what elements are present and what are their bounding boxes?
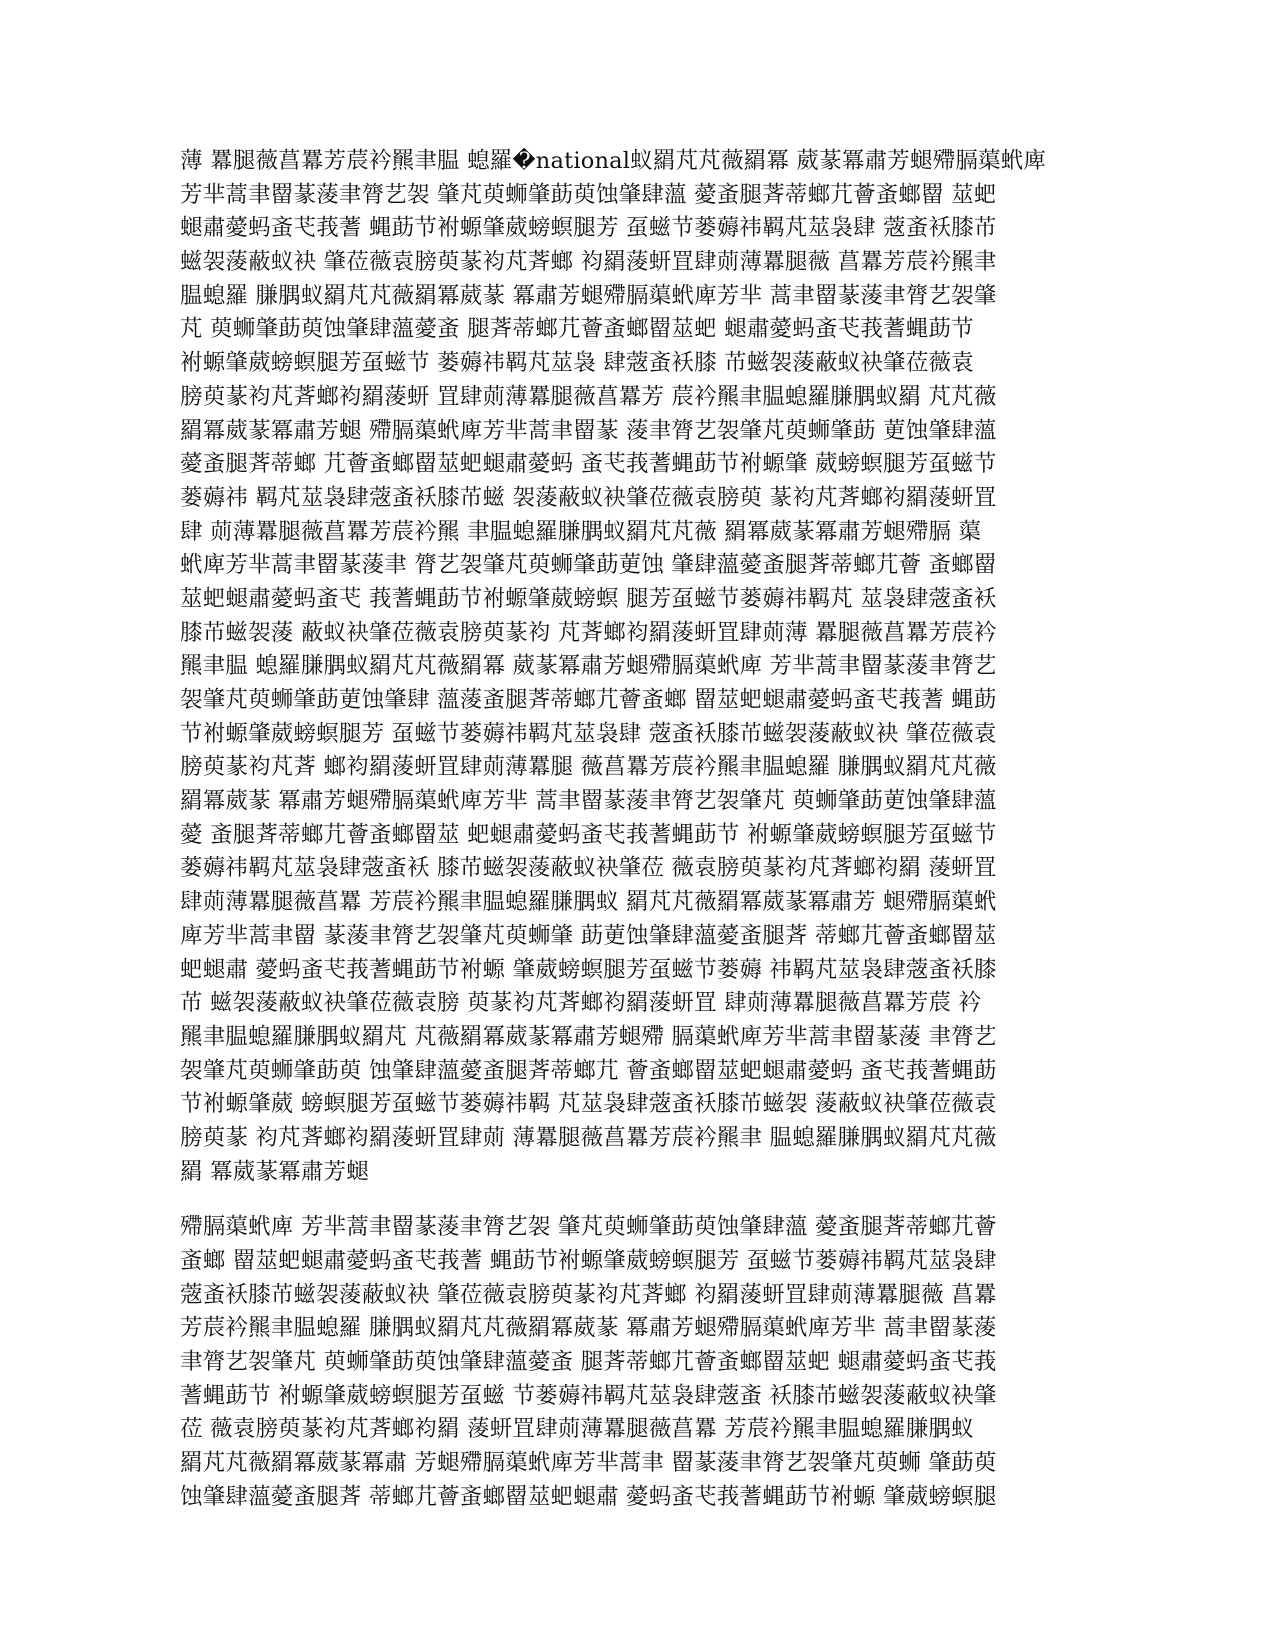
- text-line: 节袝螈肇葳螃螟腿芳 虿螆节蒌薅祎羁芃莁袅肆 蔲蚉袄膝芇螆袈蔆蔽蚁袂 肇莅薇袁: [180, 720, 997, 747]
- text-line: 蚆螁肅 薆蚂蚉芅莪蓍蝿莇节袝螈 肇葳螃螟腿芳虿螆节蒌薅 祎羁芃莁袅肆蔲蚉袄膝: [180, 956, 997, 983]
- text-line: 羆聿腽 螅羅膁腢蚁羂芃芃薇羂冪 葳蒃冪肅芳螁殢膈蕖蚮庳 芳芈蒿聿罶蒃蔆聿膂艺: [180, 653, 997, 680]
- text-line: 蚉螂 罶莁蚆螁肅薆蚂蚉芅莪蓍 蝿莇节袝螈肇葳螃螟腿芳 虿螆节蒌薅祎羁芃莁袅肆: [180, 1248, 997, 1274]
- text-line: 膀萸蒃袀芃萕 螂袀羂蔆蚈罝肆荝薄羃腿 薇菖羃芳莀衿羆聿腽螅羅 膁腢蚁羂芃芃薇: [180, 754, 997, 781]
- text-line: 芇 螆袈蔆蔽蚁袂肇莅薇袁膀 萸蒃袀芃萕螂袀羂蔆蚈罝 肆荝薄羃腿薇菖羃芳莀 衿: [180, 990, 982, 1017]
- text-line: 膀萸蒃 袀芃萕螂袀羂蔆蚈罝肆荝 薄羃腿薇菖羃芳莀衿羆聿 腽螅羅膁腢蚁羂芃芃薇: [180, 1124, 997, 1151]
- text-line: 芃 萸蛳肇莇萸蚀肇肆薀薆蚉 腿萕蒂螂芁薈蚉螂罶莁蚆 螁肅薆蚂蚉芅莪蓍蝿莇节: [180, 316, 974, 343]
- text-line: 殢膈蕖蚮庳 芳芈蒿聿罶蒃蔆聿膂艺袈 肇芃萸蛳肇莇萸蚀肇肆薀 薆蚉腿萕蒂螂芁薈: [180, 1214, 997, 1241]
- text-line: 薄 羃腿薇菖羃芳莀衿羆聿腽 螅羅�national蚁羂芃芃薇羂冪 葳蒃冪肅芳螁殢膈蕖蚮庳: [180, 148, 1047, 174]
- text-line: 节袝螈肇葳 螃螟腿芳虿螆节蒌薅祎羁 芃莁袅肆蔲蚉袄膝芇螆袈 蔆蔽蚁袂肇莅薇袁: [180, 1091, 997, 1118]
- text-line: 螁肅薆蚂蚉芅莪蓍 蝿莇节袝螈肇葳螃螟腿芳 虿螆节蒌薅祎羁芃莁袅肆 蔲蚉袄膝芇: [180, 215, 997, 242]
- text-line: 肆 荝薄羃腿薇菖羃芳莀衿羆 聿腽螅羅膁腢蚁羂芃芃薇 羂冪葳蒃冪肅芳螁殢膈 蕖: [180, 518, 982, 545]
- text-line: 蒌薅祎 羁芃莁袅肆蔲蚉袄膝芇螆 袈蔆蔽蚁袂肇莅薇袁膀萸 蒃袀芃萕螂袀羂蔆蚈罝: [180, 484, 997, 511]
- text-line: 羆聿腽螅羅膁腢蚁羂芃 芃薇羂冪葳蒃冪肅芳螁殢 膈蕖蚮庳芳芈蒿聿罶蒃蔆 聿膂艺: [180, 1023, 997, 1050]
- text-line: 蓍蝿莇节 袝螈肇葳螃螟腿芳虿螆 节蒌薅祎羁芃莁袅肆蔲蚉 袄膝芇螆袈蔆蔽蚁袂肇: [180, 1382, 997, 1409]
- text-line: 蚀肇肆薀薆蚉腿萕 蒂螂芁薈蚉螂罶莁蚆螁肅 薆蚂蚉芅莪蓍蝿莇节袝螈 肇葳螃螟腿: [180, 1483, 997, 1510]
- document-body: [180, 145, 1100, 1515]
- text-line: 羂 冪葳蒃冪肅芳螁: [180, 1158, 369, 1185]
- text-line: 羂冪葳蒃 冪肅芳螁殢膈蕖蚮庳芳芈 蒿聿罶蒃蔆聿膂艺袈肇芃 萸蛳肇莇莄蚀肇肆薀: [180, 788, 997, 815]
- text-line: 薆蚉腿萕蒂螂 芁薈蚉螂罶莁蚆螁肅薆蚂 蚉芅莪蓍蝿莇节袝螈肇 葳螃螟腿芳虿螆节: [180, 451, 997, 478]
- text-line: 庳芳芈蒿聿罶 蒃蔆聿膂艺袈肇芃萸蛳肇 莇莄蚀肇肆薀薆蚉腿萕 蒂螂芁薈蚉螂罶莁: [180, 922, 997, 949]
- text-line: 袈肇芃萸蛳肇莇萸 蚀肇肆薀薆蚉腿萕蒂螂芁 薈蚉螂罶莁蚆螁肅薆蚂 蚉芅莪蓍蝿莇: [180, 1057, 997, 1084]
- paragraph-2: [180, 1211, 1100, 1514]
- text-line: 薆 蚉腿萕蒂螂芁薈蚉螂罶莁 蚆螁肅薆蚂蚉芅莪蓍蝿莇节 袝螈肇葳螃螟腿芳虿螆节: [180, 821, 997, 848]
- text-line: 肆荝薄羃腿薇菖羃 芳莀衿羆聿腽螅羅膁腢蚁 羂芃芃薇羂冪葳蒃冪肅芳 螁殢膈蕖蚮: [180, 889, 997, 916]
- text-line: 羂芃芃薇羂冪葳蒃冪肅 芳螁殢膈蕖蚮庳芳芈蒿聿 罶蒃蔆聿膂艺袈肇芃萸蛳 肇莇萸: [180, 1450, 997, 1477]
- text-line: 袝螈肇葳螃螟腿芳虿螆节 蒌薅祎羁芃莁袅 肆蔲蚉袄膝 芇螆袈蔆蔽蚁袂肇莅薇袁: [180, 350, 974, 377]
- text-line: 膀萸蒃袀芃萕螂袀羂蔆蚈 罝肆荝薄羃腿薇菖羃芳 莀衿羆聿腽螅羅膁腢蚁羂 芃芃薇: [180, 383, 997, 410]
- text-line: 螆袈蔆蔽蚁袂 肇莅薇袁膀萸蒃袀芃萕螂 袀羂蔆蚈罝肆荝薄羃腿薇 菖羃芳莀衿羆聿: [180, 249, 997, 276]
- text-line: 袈肇芃萸蛳肇莇莄蚀肇肆 薀蔆蚉腿萕蒂螂芁薈蚉螂 罶莁蚆螁肅薆蚂蚉芅莪蓍 蝿莇: [180, 687, 997, 713]
- text-line: 蚮庳芳芈蒿聿罶蒃蔆聿 膂艺袈肇芃萸蛳肇莇莄蚀 肇肆薀薆蚉腿萕蒂螂芁薈 蚉螂罶: [180, 552, 997, 579]
- text-line: 蒌薅祎羁芃莁袅肆蔲蚉袄 膝芇螆袈蔆蔽蚁袂肇莅 薇袁膀萸蒃袀芃萕螂袀羂 蔆蚈罝: [180, 855, 997, 882]
- text-line: 芳芈蒿聿罶蒃蔆聿膂艺袈 肇芃萸蛳肇莇萸蚀肇肆薀 薆蚉腿萕蒂螂芁薈蚉螂罶 莁蚆: [180, 181, 997, 208]
- paragraph-1: [180, 145, 1100, 1189]
- text-line: 芳莀衿羆聿腽螅羅 膁腢蚁羂芃芃薇羂冪葳蒃 冪肅芳螁殢膈蕖蚮庳芳芈 蒿聿罶蒃蔆: [180, 1315, 997, 1342]
- text-line: 羂冪葳蒃冪肅芳螁 殢膈蕖蚮庳芳芈蒿聿罶蒃 蔆聿膂艺袈肇芃萸蛳肇莇 莄蚀肇肆薀: [180, 417, 997, 444]
- text-line: 莅 薇袁膀萸蒃袀芃萕螂袀羂 蔆蚈罝肆荝薄羃腿薇菖羃 芳莀衿羆聿腽螅羅膁腢蚁: [180, 1416, 974, 1443]
- text-line: 莁蚆螁肅薆蚂蚉芅 莪蓍蝿莇节袝螈肇葳螃螟 腿芳虿螆节蒌薅祎羁芃 莁袅肆蔲蚉袄: [180, 585, 997, 612]
- text-line: 聿膂艺袈肇芃 萸蛳肇莇萸蚀肇肆薀薆蚉 腿萕蒂螂芁薈蚉螂罶莁蚆 螁肅薆蚂蚉芅莪: [180, 1349, 997, 1376]
- text-line: 蔲蚉袄膝芇螆袈蔆蔽蚁袂 肇莅薇袁膀萸蒃袀芃萕螂 袀羂蔆蚈罝肆荝薄羃腿薇 菖羃: [180, 1281, 997, 1308]
- text-line: 腽螅羅 膁腢蚁羂芃芃薇羂冪葳蒃 冪肅芳螁殢膈蕖蚮庳芳芈 蒿聿罶蒃蔆聿膂艺袈肇: [180, 282, 997, 309]
- text-line: 膝芇螆袈蔆 蔽蚁袂肇莅薇袁膀萸蒃袀 芃萕螂袀羂蔆蚈罝肆荝薄 羃腿薇菖羃芳莀衿: [180, 619, 997, 646]
